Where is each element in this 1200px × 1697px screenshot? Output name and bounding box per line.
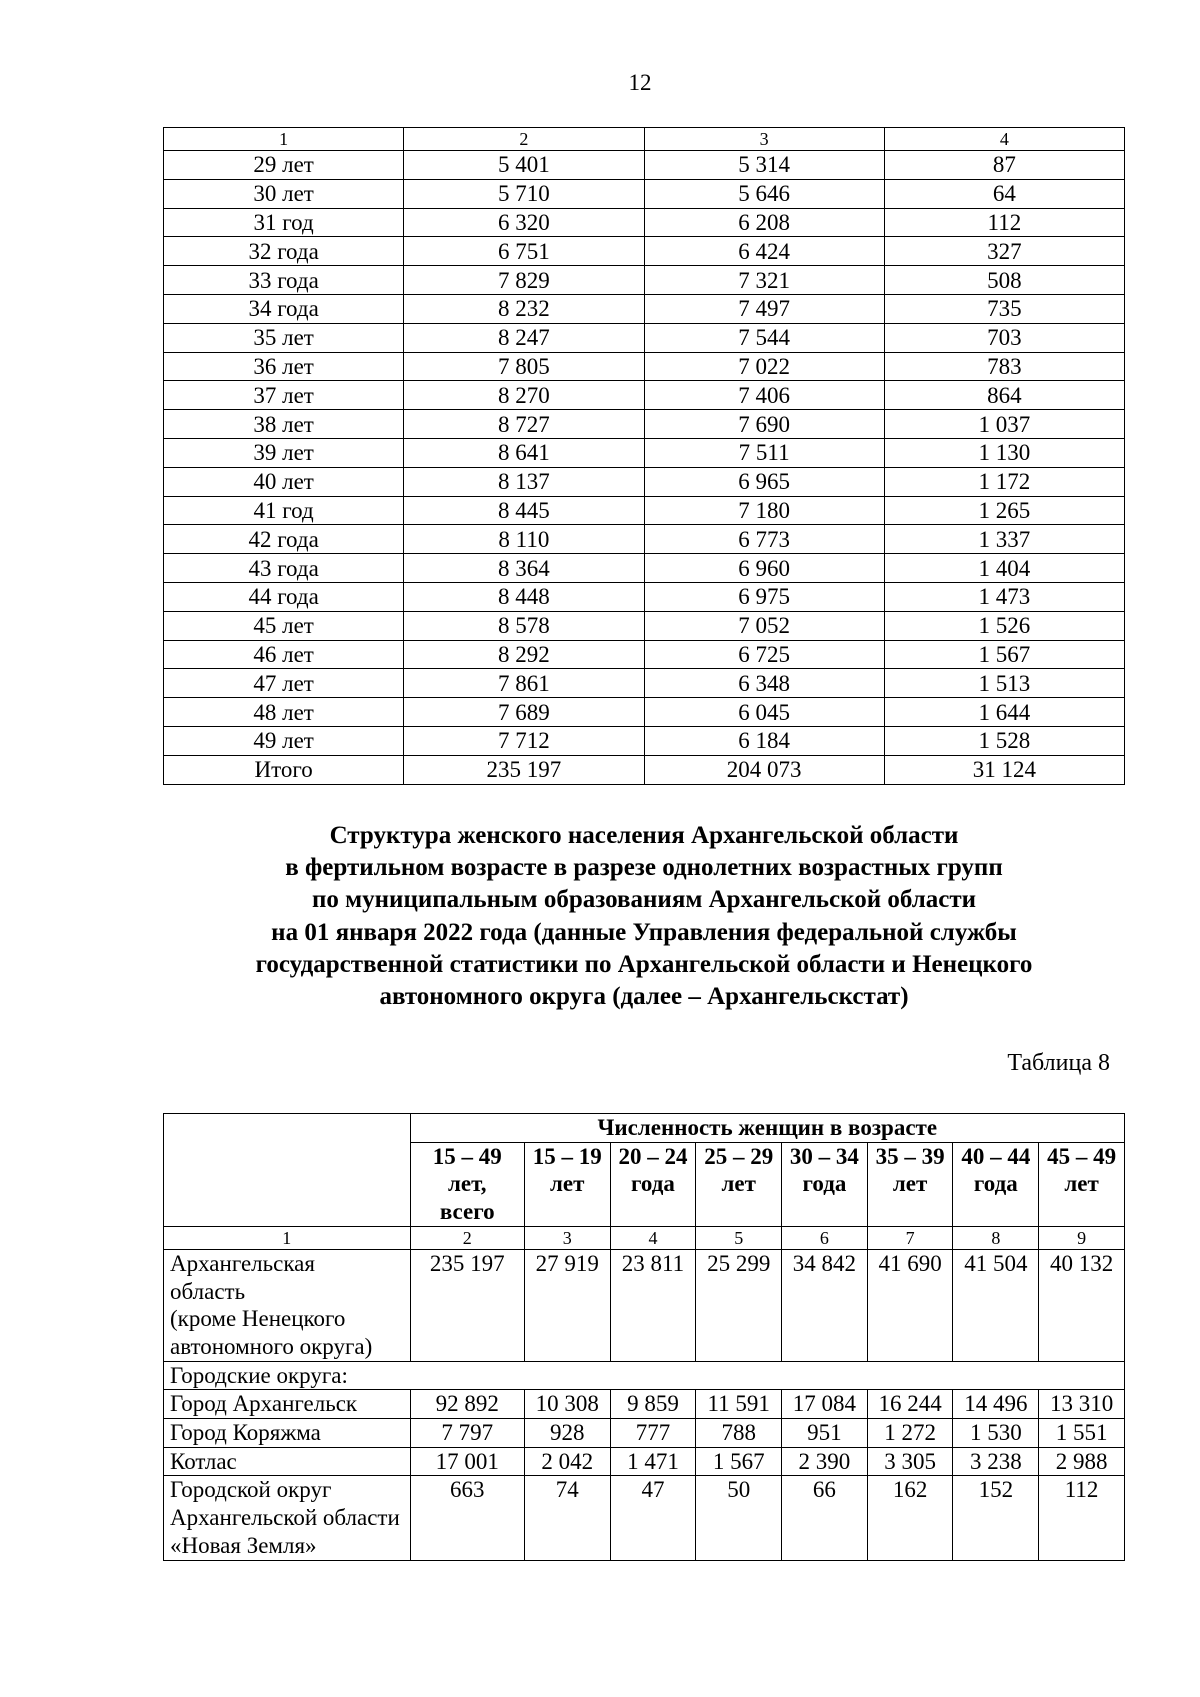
table-cell: 8 270 [404,381,644,410]
table-row [164,323,1125,352]
total-row [164,755,1125,784]
table-cell: 7 321 [644,266,884,295]
table-cell: 6 424 [644,237,884,266]
table-cell: 6 965 [644,467,884,496]
table-cell: 8 292 [404,640,644,669]
table-cell: 1 337 [884,525,1124,554]
group-header-row [164,1114,1125,1143]
table-cell: 14 496 [953,1390,1039,1419]
header-line: 15 – 19 [532,1143,602,1169]
header-line: лет [892,1171,928,1197]
table-cell: 777 [610,1419,696,1448]
age-label: 46 лет [164,640,404,669]
table-cell: 23 811 [610,1249,696,1361]
label-line: автономного округа) [170,1333,373,1359]
table-cell: 6 348 [644,669,884,698]
table-cell: 703 [884,323,1124,352]
header-line: лет, [448,1171,487,1197]
table-cell: 788 [696,1419,782,1448]
table-cell: 66 [782,1476,868,1560]
label-line: Город Коряжма [170,1420,321,1446]
table-cell: 16 244 [867,1390,953,1419]
table-cell: 1 471 [610,1447,696,1476]
column-number-row [164,1226,1125,1249]
age-label: 42 года [164,525,404,554]
table-cell: 8 137 [404,467,644,496]
table-cell: 204 073 [644,755,884,784]
age-label: 32 года [164,237,404,266]
table-row [164,410,1125,439]
table-cell: 3 238 [953,1447,1039,1476]
table-cell: 5 710 [404,179,644,208]
municipality-label [164,1390,411,1419]
table-row [164,1390,1125,1419]
table-cell: 34 842 [782,1249,868,1361]
table-cell: 7 052 [644,611,884,640]
municipal-table [163,1113,1125,1561]
group-header: Численность женщин в возрасте [410,1114,1124,1143]
table-cell: 1 172 [884,467,1124,496]
table-row [164,266,1125,295]
table-row [164,640,1125,669]
column-number: 1 [164,1226,411,1249]
column-number: 5 [696,1226,782,1249]
table-cell: 6 184 [644,726,884,755]
header-line: 45 – 49 [1047,1143,1117,1169]
table-row [164,438,1125,467]
table-cell: 7 689 [404,698,644,727]
table-cell: 7 829 [404,266,644,295]
table-row [164,698,1125,727]
age-label: 45 лет [164,611,404,640]
table-row [164,381,1125,410]
table-cell: 3 305 [867,1447,953,1476]
table-cell: 10 308 [524,1390,610,1419]
title-line: в фертильном возрасте в разрезе однолетних возрастных групп [285,854,1003,882]
table-cell: 112 [1039,1476,1125,1560]
header-line: всего [439,1199,495,1225]
table-row [164,496,1125,525]
table-cell: 47 [610,1476,696,1560]
table-row [164,294,1125,323]
label-line: Котлас [170,1448,237,1474]
table-cell: 6 208 [644,208,884,237]
table-cell: 6 725 [644,640,884,669]
label-line: Архангельская [170,1250,315,1276]
table-cell: 1 528 [884,726,1124,755]
table-cell: 735 [884,294,1124,323]
table-cell: 6 773 [644,525,884,554]
column-number: 2 [404,128,644,151]
label-line: «Новая Земля» [170,1532,317,1558]
table-cell: 6 751 [404,237,644,266]
age-group-header [782,1142,868,1226]
header-line: 15 – 49 [432,1143,502,1169]
column-number-row [164,128,1125,151]
table-row [164,611,1125,640]
label-line: (кроме Ненецкого [170,1306,346,1332]
age-label: 48 лет [164,698,404,727]
age-label: 41 год [164,496,404,525]
header-line: лет [550,1171,585,1197]
age-label: 35 лет [164,323,404,352]
age-label: 36 лет [164,352,404,381]
table-cell: 8 641 [404,438,644,467]
table-cell: 41 504 [953,1249,1039,1361]
column-number: 9 [1039,1226,1125,1249]
header-line: 35 – 39 [875,1143,945,1169]
header-line: лет [721,1171,756,1197]
title-line: Структура женского населения Архангельской области [329,822,959,849]
table-cell: 928 [524,1419,610,1448]
header-line: 40 – 44 [961,1143,1031,1169]
table-cell: 327 [884,237,1124,266]
table-cell: 1 530 [953,1419,1039,1448]
table-row [164,554,1125,583]
label-line: область [170,1278,246,1304]
table-row [164,669,1125,698]
table-cell: 9 859 [610,1390,696,1419]
table-cell: 6 960 [644,554,884,583]
table-cell: 152 [953,1476,1039,1560]
table-cell: 663 [410,1476,524,1560]
header-line: года [802,1171,847,1197]
table-cell: 92 892 [410,1390,524,1419]
table-cell: 17 001 [410,1447,524,1476]
header-line: года [973,1171,1018,1197]
municipality-label [164,1249,411,1361]
title-line: на 01 января 2022 года (данные Управления федеральной службы [271,918,1017,946]
age-label: 31 год [164,208,404,237]
municipality-label [164,1447,411,1476]
table-row [164,582,1125,611]
table-cell: 5 314 [644,151,884,180]
table-cell: 508 [884,266,1124,295]
header-line: года [631,1171,675,1197]
age-label: 38 лет [164,410,404,439]
table-cell: 7 511 [644,438,884,467]
section-title [160,820,1128,1013]
table-cell: 1 473 [884,582,1124,611]
age-group-header [1039,1142,1125,1226]
table-cell: 162 [867,1476,953,1560]
table-cell: 25 299 [696,1249,782,1361]
page-number: 12 [628,70,652,95]
table-cell: 8 364 [404,554,644,583]
municipality-label [164,1419,411,1448]
age-label: 47 лет [164,669,404,698]
age-group-header [524,1142,610,1226]
table-cell: 6 045 [644,698,884,727]
table-row [164,179,1125,208]
age-label: 39 лет [164,438,404,467]
table-cell: 1 526 [884,611,1124,640]
table-cell: 951 [782,1419,868,1448]
table-cell: 7 797 [410,1419,524,1448]
column-number: 4 [610,1226,696,1249]
table-row [164,1476,1125,1560]
age-group-header [610,1142,696,1226]
table-row [164,1447,1125,1476]
table-cell: 5 401 [404,151,644,180]
title-line: по муниципальным образованиям Архангельской области [311,886,977,914]
table-cell: 13 310 [1039,1390,1125,1419]
table-cell: 7 406 [644,381,884,410]
age-group-header [953,1142,1039,1226]
age-label: 37 лет [164,381,404,410]
table-cell: 7 805 [404,352,644,381]
table-number: Таблица 8 [1007,1050,1110,1076]
table-cell: 17 084 [782,1390,868,1419]
table-cell: 40 132 [1039,1249,1125,1361]
table-cell: 8 247 [404,323,644,352]
header-line: 30 – 34 [789,1143,859,1169]
table-cell: 1 037 [884,410,1124,439]
table-cell: 7 861 [404,669,644,698]
age-table-continued [163,127,1125,785]
label-line: Городской округ [170,1477,332,1503]
table-row [164,467,1125,496]
table-row [164,1419,1125,1448]
age-group-header [410,1142,524,1226]
table-cell: 7 497 [644,294,884,323]
municipality-label [164,1476,411,1560]
table-cell: 8 232 [404,294,644,323]
table-cell: 235 197 [404,755,644,784]
table-cell: 1 513 [884,669,1124,698]
table-cell: 27 919 [524,1249,610,1361]
subheader-row [164,1361,1125,1390]
age-label: 43 года [164,554,404,583]
table-cell: 7 544 [644,323,884,352]
table-cell: 1 130 [884,438,1124,467]
age-label: 40 лет [164,467,404,496]
column-number: 4 [884,128,1124,151]
region-total-row [164,1249,1125,1361]
age-label: 29 лет [164,151,404,180]
table-cell: 64 [884,179,1124,208]
age-label: 44 года [164,582,404,611]
column-number: 7 [867,1226,953,1249]
table-cell: 2 042 [524,1447,610,1476]
table-cell: 6 320 [404,208,644,237]
age-group-header [696,1142,782,1226]
table-row [164,726,1125,755]
label-line: Город Архангельск [170,1391,358,1417]
column-number: 8 [953,1226,1039,1249]
header-line: 20 – 24 [618,1143,688,1169]
age-label: 33 года [164,266,404,295]
table-cell: 7 712 [404,726,644,755]
age-label: 49 лет [164,726,404,755]
table-row [164,237,1125,266]
table-cell: 50 [696,1476,782,1560]
header-line: лет [1064,1171,1099,1197]
age-label: Итого [164,755,404,784]
column-number: 2 [410,1226,524,1249]
table-cell: 8 578 [404,611,644,640]
table-cell: 5 646 [644,179,884,208]
column-number: 1 [164,128,404,151]
table-cell: 235 197 [410,1249,524,1361]
table-cell: 8 448 [404,582,644,611]
table-cell: 41 690 [867,1249,953,1361]
column-number: 3 [644,128,884,151]
table-cell: 8 727 [404,410,644,439]
title-line: государственной статистики по Архангельской области и Ненецкого [255,950,1033,978]
table-cell: 11 591 [696,1390,782,1419]
header-line: 25 – 29 [704,1143,774,1169]
table-cell: 8 110 [404,525,644,554]
table-cell: 783 [884,352,1124,381]
table-cell: 7 180 [644,496,884,525]
table-cell: 87 [884,151,1124,180]
table-cell: 2 988 [1039,1447,1125,1476]
column-number: 3 [524,1226,610,1249]
table-cell: 31 124 [884,755,1124,784]
table-cell: 2 390 [782,1447,868,1476]
table-cell: 74 [524,1476,610,1560]
table-cell: 1 644 [884,698,1124,727]
table-cell: 112 [884,208,1124,237]
table-cell: 8 445 [404,496,644,525]
table-cell: 864 [884,381,1124,410]
table-cell: 1 551 [1039,1419,1125,1448]
subheader-label: Городские округа: [164,1361,1125,1390]
table-cell: 1 265 [884,496,1124,525]
column-number: 6 [782,1226,868,1249]
empty-corner-cell [164,1114,411,1227]
age-label: 34 года [164,294,404,323]
table-cell: 1 272 [867,1419,953,1448]
table-cell: 7 022 [644,352,884,381]
table-cell: 7 690 [644,410,884,439]
table-cell: 6 975 [644,582,884,611]
table-row [164,208,1125,237]
table-cell: 1 404 [884,554,1124,583]
table-row [164,352,1125,381]
age-label: 30 лет [164,179,404,208]
table-cell: 1 567 [884,640,1124,669]
title-line: автономного округа (далее – Архангельскстат) [379,983,909,1011]
table-cell: 1 567 [696,1447,782,1476]
table-row [164,151,1125,180]
age-group-header [867,1142,953,1226]
label-line: Архангельской области [170,1505,400,1531]
table-row [164,525,1125,554]
